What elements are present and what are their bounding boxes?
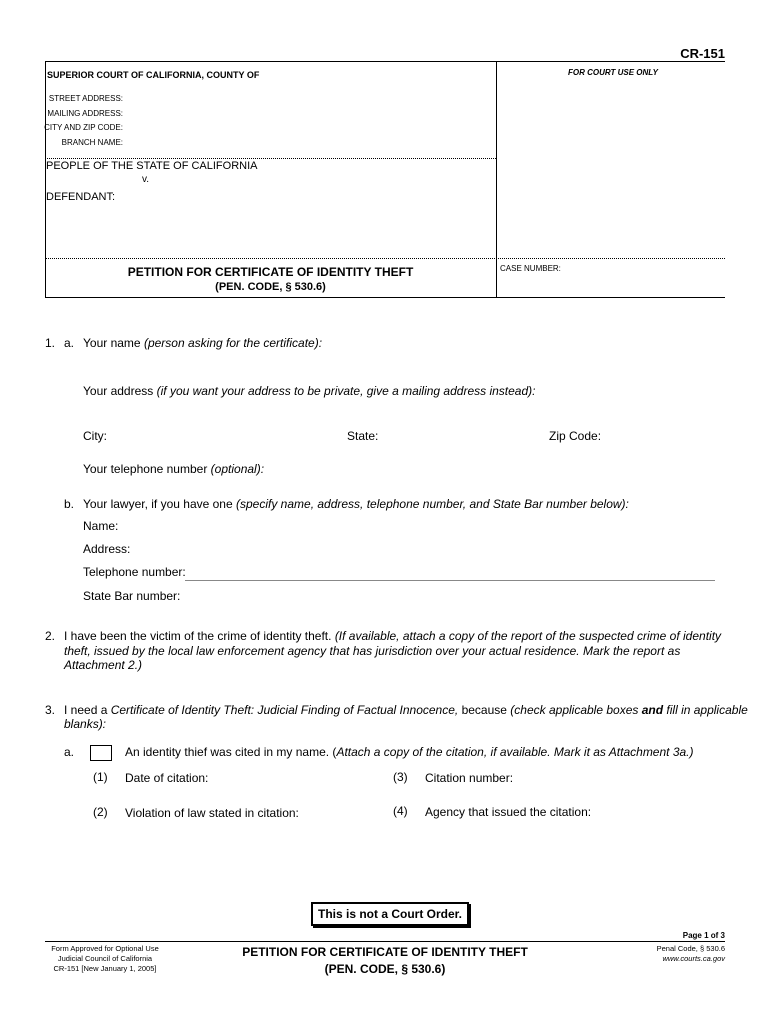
item2-hint1: (If available, attach a copy of the report of the suspected crime of identity [334, 629, 722, 643]
item3-hint3: blanks): [64, 717, 107, 731]
sub1-number: (1) [93, 770, 108, 784]
city-label: City: [83, 429, 107, 443]
item3a-letter: a. [64, 745, 75, 759]
lawyer-address-label: Address: [83, 542, 131, 556]
item3a-line [125, 745, 694, 759]
citation-number-label: Citation number: [425, 771, 514, 785]
item3-and: and [641, 703, 664, 717]
street-address-label: STREET ADDRESS: [48, 94, 123, 103]
approved-line3: CR-151 [New January 1, 2005] [53, 964, 157, 973]
state-bar-label: State Bar number: [83, 589, 181, 603]
telephone-hint: (optional): [210, 462, 265, 476]
item3-hint1: (check applicable boxes [510, 703, 639, 717]
your-address-hint: (if you want your address to be private, give a mailing address instead): [156, 384, 536, 398]
lawyer-telephone-label: Telephone number: [83, 565, 186, 579]
sub4-number: (4) [393, 804, 408, 818]
date-of-citation-label: Date of citation: [125, 771, 209, 785]
mailing-address-label: MAILING ADDRESS: [47, 109, 123, 118]
footer-title: PETITION FOR CERTIFICATE OF IDENTITY THEFT [242, 945, 528, 959]
city-zip-label: CITY AND ZIP CODE: [44, 123, 123, 132]
item2-hint2: theft, issued by the local law enforcement agency that has jurisdiction over your actual residence. Mark the report as [64, 644, 681, 658]
not-court-order-notice: This is not a Court Order. [311, 902, 469, 926]
your-name-label [83, 336, 322, 350]
versus-label: v. [142, 174, 150, 185]
item1-number: 1. [45, 336, 56, 350]
item3-hint2: fill in applicable [666, 703, 748, 717]
agency-label: Agency that issued the citation: [425, 805, 592, 819]
court-title: SUPERIOR COURT OF CALIFORNIA, COUNTY OF [47, 70, 260, 80]
your-name-hint: (person asking for the certificate): [143, 336, 323, 350]
form-id: CR-151 [680, 46, 725, 61]
telephone-label [83, 462, 264, 476]
item3-cert-title: Certificate of Identity Theft: Judicial Finding of Factual Innocence, [110, 703, 459, 717]
item3a-text: An identity thief was cited in my name. ( [125, 745, 337, 759]
lawyer-telephone-line[interactable] [185, 580, 715, 581]
sub2-number: (2) [93, 805, 108, 819]
defendant-label: DEFENDANT: [46, 191, 116, 203]
item3a-checkbox[interactable] [90, 745, 112, 761]
item3-line1 [64, 703, 748, 717]
item3-text2: because [461, 703, 507, 717]
item1b-letter: b. [64, 497, 75, 511]
your-address-label [83, 384, 536, 398]
penal-code-ref: Penal Code, § 530.6 [656, 944, 725, 953]
zip-code-label: Zip Code: [549, 429, 602, 443]
document-title: PETITION FOR CERTIFICATE OF IDENTITY THEFT [127, 265, 414, 279]
lawyer-label [83, 497, 629, 511]
item1a-letter: a. [64, 336, 75, 350]
violation-label: Violation of law stated in citation: [125, 806, 299, 820]
court-use-label: FOR COURT USE ONLY [568, 68, 658, 77]
lawyer-hint: (specify name, address, telephone number, and State Bar number below): [236, 497, 629, 511]
document-subtitle: (PEN. CODE, § 530.6) [215, 281, 326, 293]
approved-line1: Form Approved for Optional Use [51, 944, 159, 953]
branch-name-label: BRANCH NAME: [61, 138, 123, 147]
sub3-number: (3) [393, 770, 408, 784]
page-number: Page 1 of 3 [682, 931, 725, 940]
item2-hint3: Attachment 2.) [64, 658, 143, 672]
footer-subtitle: (PEN. CODE, § 530.6) [324, 962, 446, 976]
item2-line1 [64, 629, 721, 643]
website-link[interactable]: www.courts.ca.gov [662, 954, 725, 963]
item3a-hint: Attach a copy of the citation, if available. Mark it as Attachment 3a.) [336, 745, 694, 759]
lawyer-name-label: Name: [83, 519, 119, 533]
people-label: PEOPLE OF THE STATE OF CALIFORNIA [46, 160, 258, 172]
state-label: State: [347, 429, 379, 443]
lawyer-text: Your lawyer, if you have one [83, 497, 233, 511]
your-address-text: Your address [83, 384, 154, 398]
item2-number: 2. [45, 629, 56, 643]
case-number-label: CASE NUMBER: [500, 264, 561, 273]
item2-text: I have been the victim of the crime of identity theft. [64, 629, 332, 643]
footer-divider [45, 941, 725, 942]
telephone-text: Your telephone number [83, 462, 208, 476]
item3-number: 3. [45, 703, 56, 717]
approved-line2: Judicial Council of California [57, 954, 153, 963]
your-name-text: Your name [83, 336, 141, 350]
item3-text1: I need a [64, 703, 108, 717]
